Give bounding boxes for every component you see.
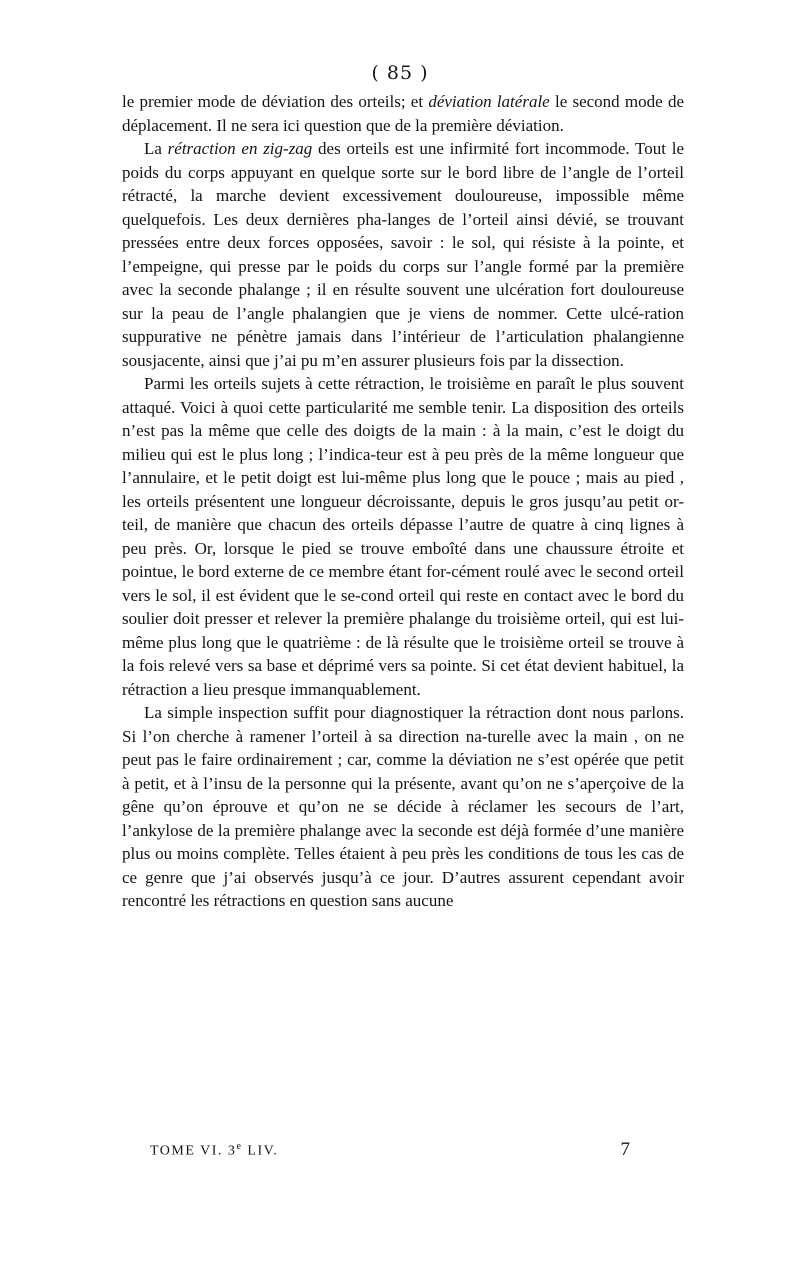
text-run: La simple inspection suffit pour diagnostiquer la rétraction dont nous parlons. Si l’on cherche à ramener l’orteil à sa direction na-turelle avec la main , on ne peut pas le faire ordinairement ; car, comme la déviation ne s’est opérée que petit à petit, et à l’insu de la personne qui la présente, avant qu’on ne s’aperçoive de la gêne qu’on éprouve et qu’on ne se décide à réclamer les secours de l’art, l’ankylose de la première phalange avec la seconde est déjà formée d’une manière plus ou moins complète. Telles étaient à peu près les conditions de tous les cas de ce genre que j’ai observés jusqu’à ce jour. D’autres assurent cependant avoir rencontré les rétractions en question sans aucune [122, 703, 684, 910]
signature-mark-superscript: e [236, 1141, 243, 1152]
paragraph [122, 372, 684, 701]
text-run: Parmi les orteils sujets à cette rétraction, le troisième en paraît le plus souvent attaqué. Voici à quoi cette particularité me semble tenir. La disposition des orteils n’est pas la même que celle des doigts de la main : à la main, c’est le doigt du milieu qui est le plus long ; l’indica-teur est à peu près de la même longueur que l’annulaire, et le petit doigt est lui-même plus long que le pouce ; mais au pied , les orteils présentent une longueur décroissante, depuis le gros jusqu’au petit or-teil, de manière que chacun des orteils dépasse l’autre de quatre à cinq lignes à peu près. Or, lorsque le pied se trouve emboîté dans une chaussure étroite et pointue, le bord externe de ce membre étant for-cément roulé avec le second orteil vers le sol, il est évident que le se-cond orteil qui reste en contact avec le bord du soulier doit presser et relever la première phalange du troisième orteil, qui est lui-même plus long que le quatrième : de là résulte que le troisième orteil se trouve à la fois relevé vers sa base et déprimé vers sa pointe. Si cet état devient habituel, la rétraction a lieu presque immanquablement. [122, 374, 684, 699]
signature-mark [150, 1141, 278, 1160]
text-run: le second mode de déplacement. Il ne sera ici question que de la première déviation. [122, 92, 684, 135]
body-text [122, 90, 684, 913]
italic-text: déviation latérale [428, 92, 550, 111]
text-run: La [144, 139, 168, 158]
page-footer [150, 1139, 670, 1167]
paragraph [122, 90, 684, 137]
text-run: le premier mode de déviation des orteils; et [122, 92, 429, 111]
text-run: des orteils est une infirmité fort incommode. Tout le poids du corps appuyant en quelque sorte sur le bord libre de l’angle de l’orteil rétracté, la marche devient excessivement douloureuse, impossible même quelquefois. Les deux dernières pha-langes de l’orteil ainsi dévié, se trouvant pressées entre deux forces opposées, savoir : le sol, qui résiste à la pointe, et l’empeigne, qui presse par le poids du corps sur l’angle formé par la première avec la seconde phalange ; il en résulte souvent une ulcération fort douloureuse sur la peau de l’angle phalangien que je viens de nommer. Cette ulcé-ration suppurative ne pénètre jamais dans l’intérieur de l’articulation phalangienne sousjacente, ainsi que j’ai pu m’en assurer plusieurs fois par la dissection. [122, 139, 684, 370]
paragraph [122, 137, 684, 372]
paragraph [122, 701, 684, 913]
page-number: ( 85 ) [371, 62, 429, 84]
signature-mark-volume: TOME VI. 3 [150, 1143, 237, 1159]
italic-text: rétraction en zig-zag [167, 139, 313, 158]
signature-mark-issue: LIV. [242, 1143, 279, 1159]
signature-number: 7 [620, 1139, 630, 1160]
